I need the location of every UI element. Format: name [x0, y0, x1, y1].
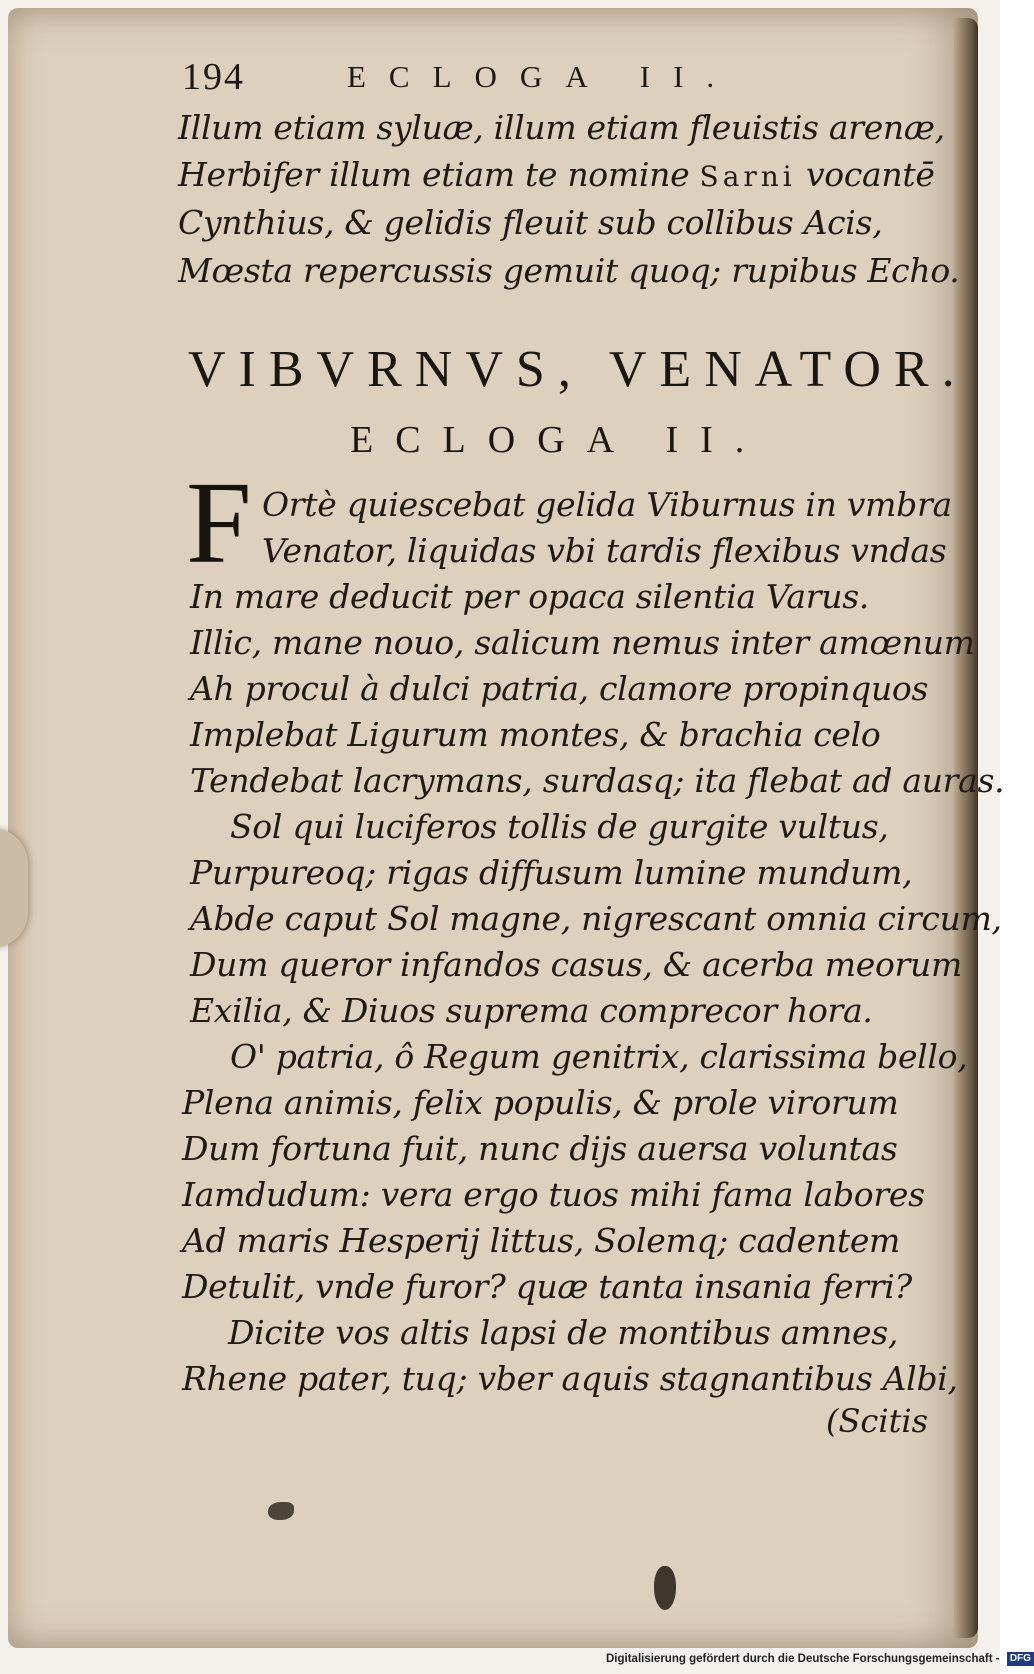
verse-line: Dum fortuna fuit, nunc dijs auersa voluntas [182, 1129, 898, 1168]
page-number: 194 [182, 56, 245, 98]
credit-text: Digitalisierung gefördert durch die Deutsche Forschungsgemeinschaft - [606, 1653, 1000, 1665]
verse-line: Ah procul à dulci patria, clamore propinquos [190, 669, 929, 708]
verse-line: Exilia, & Diuos suprema comprecor hora. [190, 991, 873, 1030]
verse-line: Ortè quiescebat gelida Viburnus in vmbra [262, 485, 952, 524]
verse-line: Implebat Ligurum montes, & brachia celo [190, 715, 881, 754]
drop-cap: F [186, 457, 252, 588]
ink-mark [268, 1502, 294, 1520]
verse-line: Dicite vos altis lapsi de montibus amnes, [228, 1313, 899, 1352]
verse-line: Iamdudum: vera ergo tuos mihi fama labores [182, 1175, 925, 1214]
verse-word: vocantē [805, 155, 935, 194]
eclogue-subtitle: ECLOGA II. [350, 419, 767, 461]
verse-line: Cynthius, & gelidis fleuit sub collibus Acis, [178, 203, 883, 242]
verse-line [178, 155, 935, 194]
dfg-logo: DFG [1007, 1652, 1034, 1666]
verse-line: Mœsta repercussis gemuit quoq; rupibus Echo. [178, 251, 960, 290]
verse-line: Rhene pater, tuq; vber aquis stagnantibus Albi, [182, 1359, 958, 1398]
verse-line: Ad maris Hesperij littus, Solemq; cadentem [182, 1221, 901, 1260]
verse-line: Abde caput Sol magne, nigrescant omnia circum, [190, 899, 1002, 938]
ink-mark [654, 1566, 676, 1610]
verse-line: Sol qui luciferos tollis de gurgite vultus, [230, 807, 889, 846]
verse-line: Illum etiam syluæ, illum etiam fleuistis arenæ, [178, 108, 945, 147]
name-small-caps: Sarni [699, 160, 796, 193]
verse-line: Detulit, vnde furor? quæ tanta insania ferri? [182, 1267, 912, 1306]
verse-line: O' patria, ô Regum genitrix, clarissima bello, [230, 1037, 968, 1076]
verse-line: In mare deducit per opaca silentia Varus. [190, 577, 870, 616]
catchword: (Scitis [826, 1402, 929, 1440]
verse-line: Tendebat lacrymans, surdasq; ita flebat ad auras. [190, 761, 1005, 800]
verse-line: Venator, liquidas vbi tardis flexibus vndas [262, 531, 947, 570]
verse-line: Purpureoq; rigas diffusum lumine mundum, [190, 853, 913, 892]
verse-line: Plena animis, felix populis, & prole virorum [182, 1083, 899, 1122]
verse-line: Illic, mane nouo, salicum nemus inter amœnum [190, 623, 975, 662]
verse-line: Dum queror infandos casus, & acerba meorum [190, 945, 962, 984]
verse-text: Herbifer illum etiam te nomine [178, 155, 690, 194]
running-head: ECLOGA II. [347, 59, 738, 94]
eclogue-title: VIBVRNVS, VENATOR. [188, 341, 968, 398]
digitization-credit [606, 1652, 1034, 1672]
